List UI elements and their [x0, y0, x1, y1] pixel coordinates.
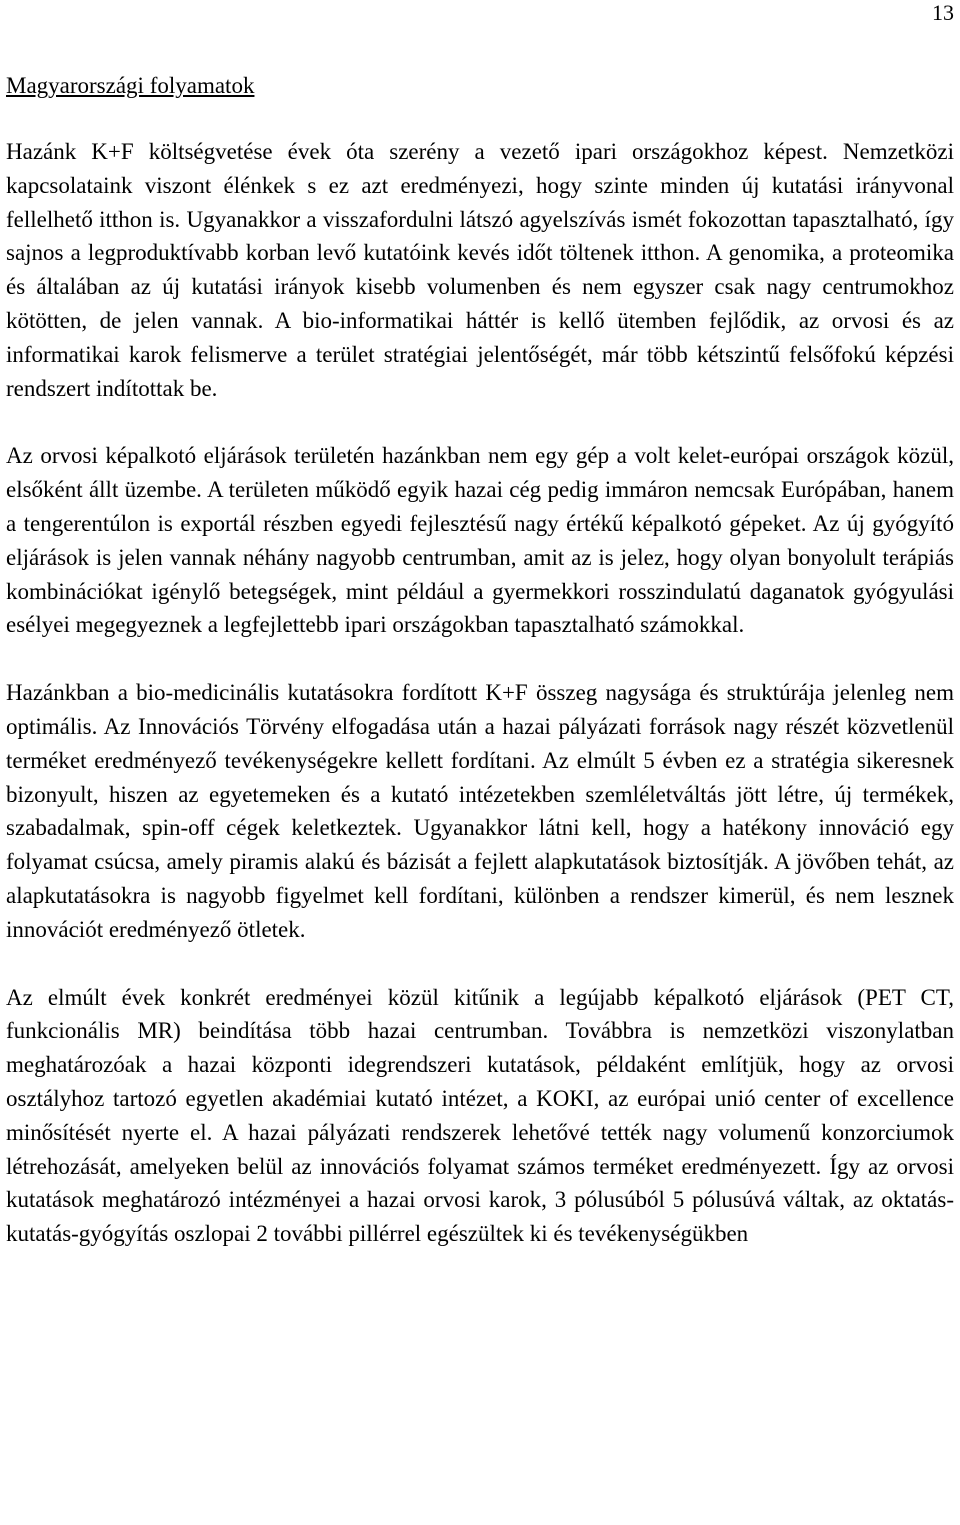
paragraph-4: Az elmúlt évek konkrét eredményei közül kitűnik a legújabb képalkotó eljárások (PET CT, funkcionális MR) beindítása több hazai centrumban. Továbbra is nemzetközi viszonylatban meghatározóak a hazai központi idegrendszeri kutatások, példaként említjük, hogy az orvosi osztályhoz tartozó egyetlen akadémiai kutató intézet, a KOKI, az európai unió center of excellence minősítését nyerte el. A hazai pályázati rendszerek lehetővé tették nagy volumenű konzorciumok létrehozását, amelyeken belül az innovációs folyamat számos terméket eredményezett. Így az orvosi kutatások meghatározó intézményei a hazai orvosi karok, 3 pólusúból 5 pólusúvá váltak, az oktatás-kutatás-gyógyítás oszlopai 2 további pillérrel egészültek ki és tevékenységükben — [6, 984, 954, 1247]
page-number: 13 — [932, 0, 954, 25]
paragraph-1: Hazánk K+F költségvetése évek óta szerény a vezető ipari országokhoz képest. Nemzetközi kapcsolataink viszont élénkek s ez azt eredményezi, hogy szinte minden új kutatási irányvonal fellelhető itthon is. Ugyanakkor a visszafordulni látszó agyelszívás ismét fokozottan tapasztalható, így sajnos a legproduktívabb korban levő kutatóink kevés időt töltenek itthon. A genomika, a proteomika és általában az új kutatási irányok kisebb volumenben és nem egyszer csak nagy centrumokhoz kötötten, de jelen vannak. A bio-informatikai háttér is kellő ütemben fejlődik, az orvosi és az informatikai karok felismerve a terület stratégiai jelentőségét, már több kétszintű felsőfokú képzési rendszert indítottak be. — [6, 139, 954, 401]
document-body — [6, 70, 954, 1285]
paragraph-2: Az orvosi képalkotó eljárások területén hazánkban nem egy gép a volt kelet-európai országok közül, elsőként állt üzembe. A területen működő egyik hazai cég pedig immáron nemcsak Európában, hanem a tengerentúlon is exportál részben egyedi fejlesztésű nagy értékű képalkotó gépeket. Az új gyógyító eljárások is jelen vannak néhány nagyobb centrumban, amit az is jelez, hogy olyan bonyolult terápiás kombinációkat igénylő betegségek, mint például a gyermekkori rosszindulatú daganatok gyógyulási esélyei megegyeznek a legfejlettebb ipari országokban tapasztalható számokkal. — [6, 443, 954, 638]
paragraph-3: Hazánkban a bio-medicinális kutatásokra fordított K+F összeg nagysága és struktúrája jelenleg nem optimális. Az Innovációs Törvény elfogadása után a hazai pályázati források nagy részét közvetlenül terméket eredményező tevékenységekre kellett fordítani. Az elmúlt 5 évben ez a stratégia sikeresnek bizonyult, hiszen az egyetemeken és a kutató intézetekben szemléletváltás jött létre, új termékek, szabadalmak, spin-off cégek keletkeztek. Ugyanakkor látni kell, hogy a hatékony innováció egy folyamat csúcsa, amely piramis alakú és bázisát a fejlett alapkutatások biztosítják. A jövőben tehát, az alapkutatásokra is nagyobb figyelmet kell fordítani, különben a rendszer kimerül, és nem lesznek innovációt eredményező ötletek. — [6, 680, 954, 942]
section-title: Magyarországi folyamatok — [6, 73, 255, 98]
